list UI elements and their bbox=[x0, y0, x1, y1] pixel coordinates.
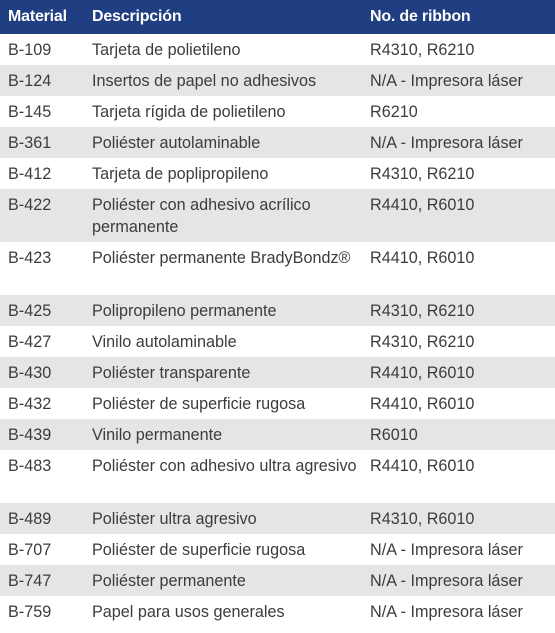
cell-material: B-759 bbox=[8, 603, 52, 621]
table-row bbox=[0, 388, 555, 419]
cell-material: B-430 bbox=[8, 364, 52, 382]
cell-ribbon: R4410, R6010 bbox=[370, 249, 475, 267]
cell-ribbon: N/A - Impresora láser bbox=[370, 541, 523, 559]
cell-description: Poliéster de superficie rugosa bbox=[92, 541, 306, 559]
cell-ribbon: N/A - Impresora láser bbox=[370, 72, 523, 90]
cell-ribbon: N/A - Impresora láser bbox=[370, 572, 523, 590]
cell-ribbon: N/A - Impresora láser bbox=[370, 603, 523, 621]
cell-material: B-423 bbox=[8, 249, 52, 267]
cell-material: B-425 bbox=[8, 302, 52, 320]
header-material: Material bbox=[8, 8, 67, 25]
cell-description: Polipropileno permanente bbox=[92, 302, 277, 320]
table-row bbox=[0, 357, 555, 388]
table-row bbox=[0, 189, 555, 242]
header-row bbox=[0, 0, 555, 34]
header-ribbon: No. de ribbon bbox=[370, 8, 471, 25]
table-header bbox=[0, 0, 555, 34]
cell-description: Poliéster de superficie rugosa bbox=[92, 395, 306, 413]
cell-description: Tarjeta rígida de polietileno bbox=[92, 103, 286, 121]
cell-description: Tarjeta de poplipropileno bbox=[92, 165, 269, 183]
cell-ribbon: R4310, R6210 bbox=[370, 41, 475, 59]
cell-ribbon: N/A - Impresora láser bbox=[370, 134, 523, 152]
table-row bbox=[0, 419, 555, 450]
table-row bbox=[0, 534, 555, 565]
cell-description: Vinilo permanente bbox=[92, 426, 223, 444]
cell-description: Poliéster permanente BradyBondz® bbox=[92, 249, 351, 267]
cell-ribbon: R4410, R6010 bbox=[370, 457, 475, 475]
cell-material: B-124 bbox=[8, 72, 52, 90]
table-row bbox=[0, 96, 555, 127]
cell-description: Tarjeta de polietileno bbox=[92, 41, 241, 59]
table-row bbox=[0, 503, 555, 534]
cell-ribbon: R4410, R6010 bbox=[370, 395, 475, 413]
cell-material: B-707 bbox=[8, 541, 52, 559]
header-description: Descripción bbox=[92, 8, 182, 25]
cell-ribbon: R4310, R6210 bbox=[370, 302, 475, 320]
cell-ribbon: R6010 bbox=[370, 426, 418, 444]
table-body bbox=[0, 34, 555, 627]
cell-material: B-145 bbox=[8, 103, 52, 121]
table-row bbox=[0, 295, 555, 326]
cell-ribbon: R4410, R6010 bbox=[370, 196, 475, 214]
cell-material: B-427 bbox=[8, 333, 52, 351]
cell-material: B-489 bbox=[8, 510, 52, 528]
cell-material: B-432 bbox=[8, 395, 52, 413]
cell-ribbon: R4310, R6210 bbox=[370, 165, 475, 183]
cell-material: B-361 bbox=[8, 134, 52, 152]
cell-material: B-412 bbox=[8, 165, 52, 183]
cell-material: B-747 bbox=[8, 572, 52, 590]
cell-description: Poliéster permanente bbox=[92, 572, 246, 590]
table-row bbox=[0, 565, 555, 596]
cell-material: B-109 bbox=[8, 41, 52, 59]
cell-ribbon: R4410, R6010 bbox=[370, 364, 475, 382]
cell-description: Poliéster autolaminable bbox=[92, 134, 261, 152]
cell-description: Poliéster con adhesivo acrílico permanente bbox=[92, 196, 311, 236]
cell-description: Poliéster transparente bbox=[92, 364, 251, 382]
cell-description: Poliéster ultra agresivo bbox=[92, 510, 257, 528]
table-row bbox=[0, 127, 555, 158]
table-row bbox=[0, 450, 555, 503]
cell-ribbon: R6210 bbox=[370, 103, 418, 121]
table-row bbox=[0, 158, 555, 189]
table-row bbox=[0, 242, 555, 295]
cell-description: Papel para usos generales bbox=[92, 603, 285, 621]
cell-description: Insertos de papel no adhesivos bbox=[92, 72, 317, 90]
cell-material: B-422 bbox=[8, 196, 52, 214]
table-row bbox=[0, 65, 555, 96]
cell-description: Vinilo autolaminable bbox=[92, 333, 237, 351]
table-row bbox=[0, 326, 555, 357]
cell-ribbon: R4310, R6210 bbox=[370, 333, 475, 351]
table-row bbox=[0, 596, 555, 627]
cell-material: B-439 bbox=[8, 426, 52, 444]
table-row bbox=[0, 34, 555, 65]
cell-ribbon: R4310, R6010 bbox=[370, 510, 475, 528]
cell-material: B-483 bbox=[8, 457, 52, 475]
cell-description: Poliéster con adhesivo ultra agresivo bbox=[92, 457, 357, 475]
